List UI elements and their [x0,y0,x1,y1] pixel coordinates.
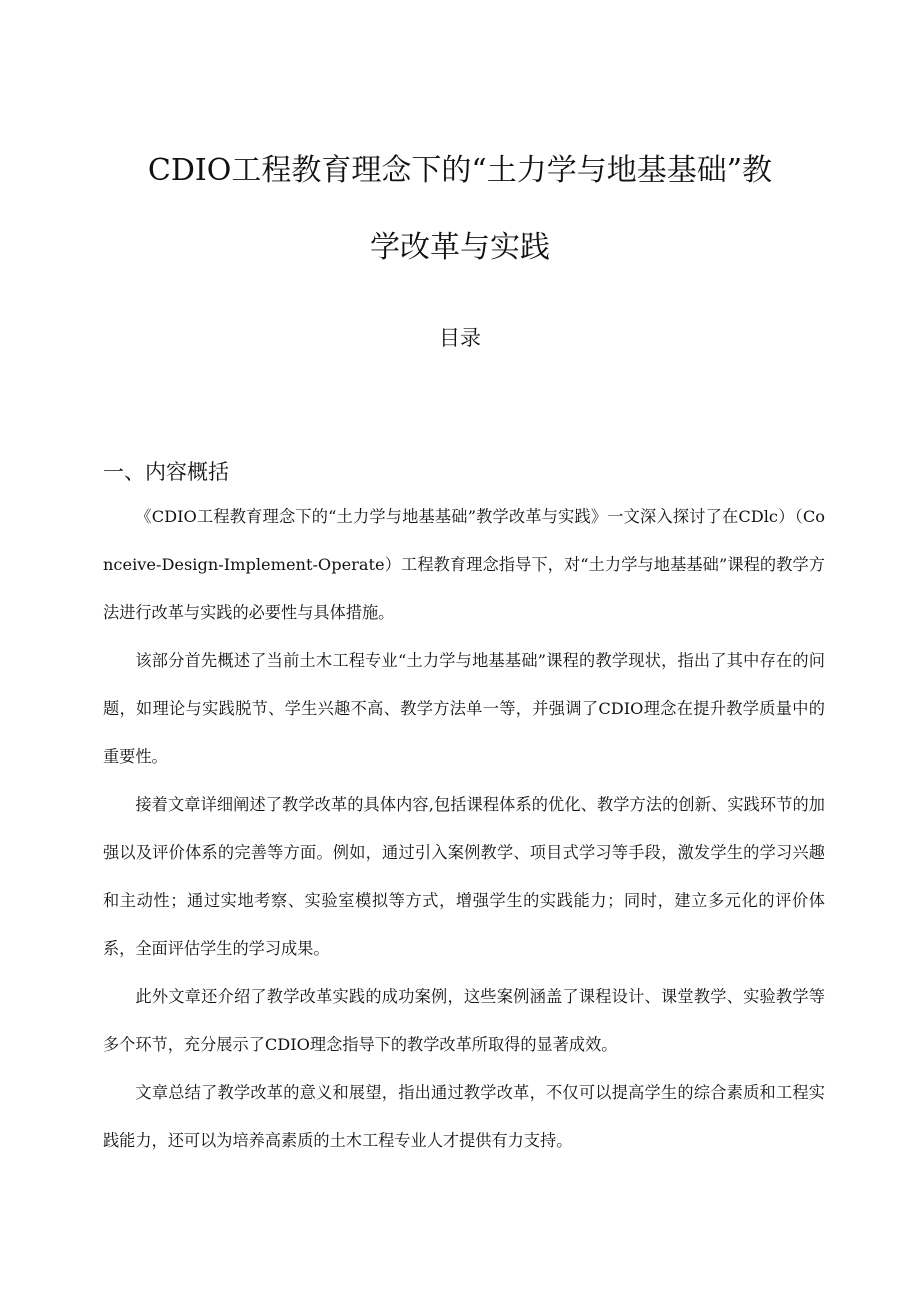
body-paragraph-4 [103,973,825,1069]
paragraph-text: 该部分首先概述了当前土木工程专业“土力学与地基基础”课程的教学现状，指出了其中存在的问题，如理论与实践脱节、学生兴趣不高、教学方法单一等，并强调了CDIO理念在提升教学质量中的重要性。 [103,651,825,766]
body-paragraph-3 [103,781,825,973]
paragraph-text: 接着文章详细阐述了教学改革的具体内容,包括课程体系的优化、教学方法的创新、实践环节的加强以及评价体系的完善等方面。例如，通过引入案例教学、项目式学习等手段，激发学生的学习兴趣和主动性；通过实地考察、实验室模拟等方式，增强学生的实践能力；同时，建立多元化的评价体系，全面评估学生的学习成果。 [103,795,825,958]
body-paragraph-5 [103,1069,825,1165]
section-heading: 一、内容概括 [103,460,229,484]
document-title-line-1: CDIO工程教育理念下的“土力学与地基基础”教 [147,153,773,188]
paragraph-text: 文章总结了教学改革的意义和展望，指出通过教学改革，不仅可以提高学生的综合素质和工程实践能力，还可以为培养高素质的土木工程专业人才提供有力支持。 [103,1083,825,1150]
body-paragraph-1 [103,493,825,637]
paragraph-text: 《CDIO工程教育理念下的“土力学与地基基础”教学改革与实践》一文深入探讨了在CDlc）（Conceive-Design-Implement-Operate）工程教育理念指导下，对“土力学与地基基础”课程的教学方法进行改革与实践的必要性与具体措施。 [103,507,825,622]
body-paragraph-2 [103,637,825,781]
document-title-line-2: 学改革与实践 [370,230,550,265]
paragraph-text: 此外文章还介绍了教学改革实践的成功案例，这些案例涵盖了课程设计、课堂教学、实验教学等多个环节，充分展示了CDIO理念指导下的教学改革所取得的显著成效。 [103,987,825,1054]
table-of-contents-label: 目录 [439,326,481,350]
